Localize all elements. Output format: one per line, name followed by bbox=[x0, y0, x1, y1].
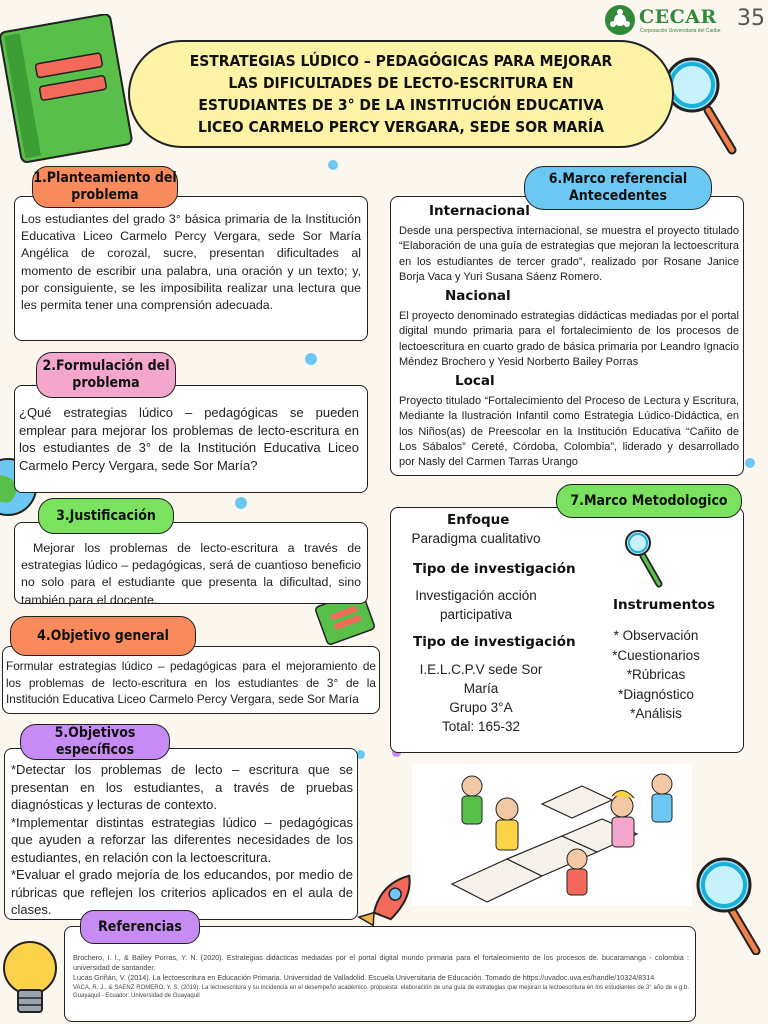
planteamiento-title: 1.Planteamiento del problema bbox=[32, 166, 178, 208]
magnifier-icon bbox=[690, 855, 768, 955]
objetivo-item: *Evaluar el grado mejoría de los educandos, por medio de rúbricas que reflejen los criterios aplicados en el aula de clases. bbox=[11, 867, 353, 917]
decor-dot bbox=[745, 458, 755, 468]
logo-name: CECAR bbox=[639, 6, 717, 28]
title-banner bbox=[128, 40, 674, 148]
decor-dot bbox=[305, 353, 317, 365]
tipo2-label: Tipo de investigación bbox=[413, 634, 576, 650]
objetivo-item: *Detectar los problemas de lecto – escritura que se presentan en los estudiantes, a través de pruebas diagnósticas y lecturas de contexto. bbox=[11, 762, 353, 812]
cecar-emblem-icon bbox=[604, 4, 636, 36]
justificacion-box bbox=[14, 522, 368, 607]
local-text: Proyecto titulado “Fortalecimiento del Proceso de Lectura y Escritura, Mediante la Ilustración Infantil como Estrategia Lúdico-Didáctica, en los Niños(as) de Preescolar en la Institución Educativa “Cañito de Los Sábalos” Cereté, Córdoba, Colombia”, liderado y desarrollado por Nasly del Carmen Tarras Urango bbox=[399, 395, 739, 469]
formulacion-title: 2.Formulación del problema bbox=[36, 352, 176, 398]
instrumento-item: *Diagnóstico bbox=[618, 686, 694, 702]
objetivo-general-text: Formular estrategias lúdico – pedagógicas para el mejoramiento de los problemas de lecto-escritura en los estudiantes de 3° de la Institución Educativa Liceo Carmelo Percy Vergara, sede Sor María bbox=[6, 659, 376, 706]
page-title: ESTRATEGIAS LÚDICO – PEDAGÓGICAS PARA MEJORAR LAS DIFICULTADES DE LECTO-ESCRITURA EN ESTUDIANTES DE 3° DE LA INSTITUCIÓN EDUCATIVA LICEO CARMELO PERCY VERGARA, SEDE SOR MARÍA bbox=[189, 52, 613, 136]
formulacion-text: ¿Qué estrategias lúdico – pedagógicas se pueden emplear para mejorar los problemas de lecto-escritura en los estudiantes de 3° de la Institución Educativa Liceo Carmelo Percy Vergara, sede Sor María? bbox=[19, 405, 359, 473]
poblacion-item: I.E.L.C.P.V sede Sor María bbox=[419, 662, 543, 696]
referencias-list bbox=[73, 953, 689, 1000]
marco-metodologico-box bbox=[390, 507, 744, 753]
instrumentos-label: Instrumentos bbox=[613, 597, 715, 613]
objetivo-item: *Implementar distintas estrategias lúdico – pedagógicas que ayuden a reforzar las diferentes necesidades de los estudiantes, en relación con la lectoescritura. bbox=[11, 814, 353, 865]
poblacion-list bbox=[401, 660, 561, 736]
marco-referencial-title: 6.Marco referencial Antecedentes bbox=[524, 166, 712, 210]
local-label: Local bbox=[455, 373, 495, 389]
marco-referencial-box bbox=[390, 196, 744, 476]
objetivo-general-box bbox=[2, 646, 380, 714]
planteamiento-box bbox=[14, 196, 368, 341]
tipo-text: Investigación acción participativa bbox=[415, 588, 537, 622]
instrumento-item: *Análisis bbox=[630, 706, 682, 721]
referencia-item: VACA, R. J., & SAENZ ROMERO, Y. S. (2019). La lectoescritura y su incidencia en el desempeño académico. propuesta: elaboración de una guía de estrategias que mejoran la lectoescritura en los estudiantes de 3° año de e.g.b. Guayaquil - Ecuador: Universidad de Guayaquil bbox=[73, 984, 689, 999]
marco-metodologico-title: 7.Marco Metodologico bbox=[556, 484, 742, 518]
lightbulb-icon bbox=[0, 930, 70, 1024]
objetivos-especificos-box bbox=[4, 748, 358, 920]
internacional-label: Internacional bbox=[429, 203, 530, 219]
referencia-item: Brochero, I. I., & Bailey Porras, Y. N. (2020). Estrategias didácticas mediadas por el portal digital mundo primaria para el fortalecimiento de los procesos de. bucaramanga - colombia : universidad de santander. bbox=[73, 953, 689, 972]
poblacion-item: Grupo 3°A bbox=[449, 700, 513, 715]
referencias-title: Referencias bbox=[80, 910, 200, 944]
book-icon bbox=[0, 14, 135, 164]
enfoque-label: Enfoque bbox=[447, 512, 510, 528]
justificacion-text: Mejorar los problemas de lecto-escritura a través de estrategias lúdico – pedagógicas, será de cuantioso beneficio no solo para el estudiante que presenta la dificultad, sino también para el docente. bbox=[21, 541, 361, 607]
referencia-item: Lucas Griñán, V. (2014). La lectoescritura en Educación Primaria. Universidad de Valladolid. Escuela Universitaria de Educación. Tomado de https://uvadoc.uva.es/handle/10324/8314 bbox=[73, 973, 655, 983]
logo-anniv: 35 bbox=[737, 6, 765, 31]
planteamiento-text: Los estudiantes del grado 3° básica primaria de la Institución Educativa Liceo Carmelo Percy Vergara, sede Sor María Angélica de corozal, sucre, presentan dificultades al momento de escribir una palabra, una oración y un texto; y, por consiguiente, se les imposibilita realizar una lectura que les permita tener una comprensión adecuada. bbox=[21, 212, 361, 313]
enfoque-text: Paradigma cualitativo bbox=[411, 531, 541, 546]
magnifier-icon bbox=[623, 528, 665, 590]
tipo-label: Tipo de investigación bbox=[413, 561, 576, 577]
formulacion-box bbox=[14, 385, 368, 493]
children-hopscotch-illustration bbox=[412, 764, 692, 906]
objetivos-especificos-title: 5.Objetivos específicos bbox=[20, 724, 170, 760]
nacional-label: Nacional bbox=[445, 288, 511, 304]
instrumentos-list bbox=[581, 626, 731, 724]
justificacion-title: 3.Justificación bbox=[38, 498, 174, 534]
logo-sub: Corporación Universitaria del Caribe bbox=[640, 28, 721, 34]
instrumento-item: *Cuestionarios bbox=[612, 647, 700, 663]
nacional-text: El proyecto denominado estrategias didácticas mediadas por el portal digital mundo primaria para el fortalecimiento de los procesos de lectoescritura en cuarto grado de básica primaria por Leandro Ignacio Méndez Brochero y Yesid Norberto Bailey Porras bbox=[399, 310, 739, 368]
instrumento-item: * Observación bbox=[613, 628, 699, 643]
poblacion-item: Total: 165-32 bbox=[441, 719, 521, 734]
objetivos-list bbox=[11, 761, 353, 919]
objetivo-general-title: 4.Objetivo general bbox=[10, 616, 196, 656]
instrumento-item: *Rúbricas bbox=[626, 667, 686, 682]
decor-dot bbox=[235, 497, 247, 509]
decor-dot bbox=[328, 160, 338, 170]
cecar-logo bbox=[604, 4, 764, 38]
internacional-text: Desde una perspectiva internacional, se muestra el proyecto titulado “Elaboración de una guía de estrategias que mejoran la lectoescritura en los estudiantes de tercer grado”, realizado por Rosane Janice Borja Vaca y Yuri Susana Sáenz Romero. bbox=[399, 225, 739, 283]
